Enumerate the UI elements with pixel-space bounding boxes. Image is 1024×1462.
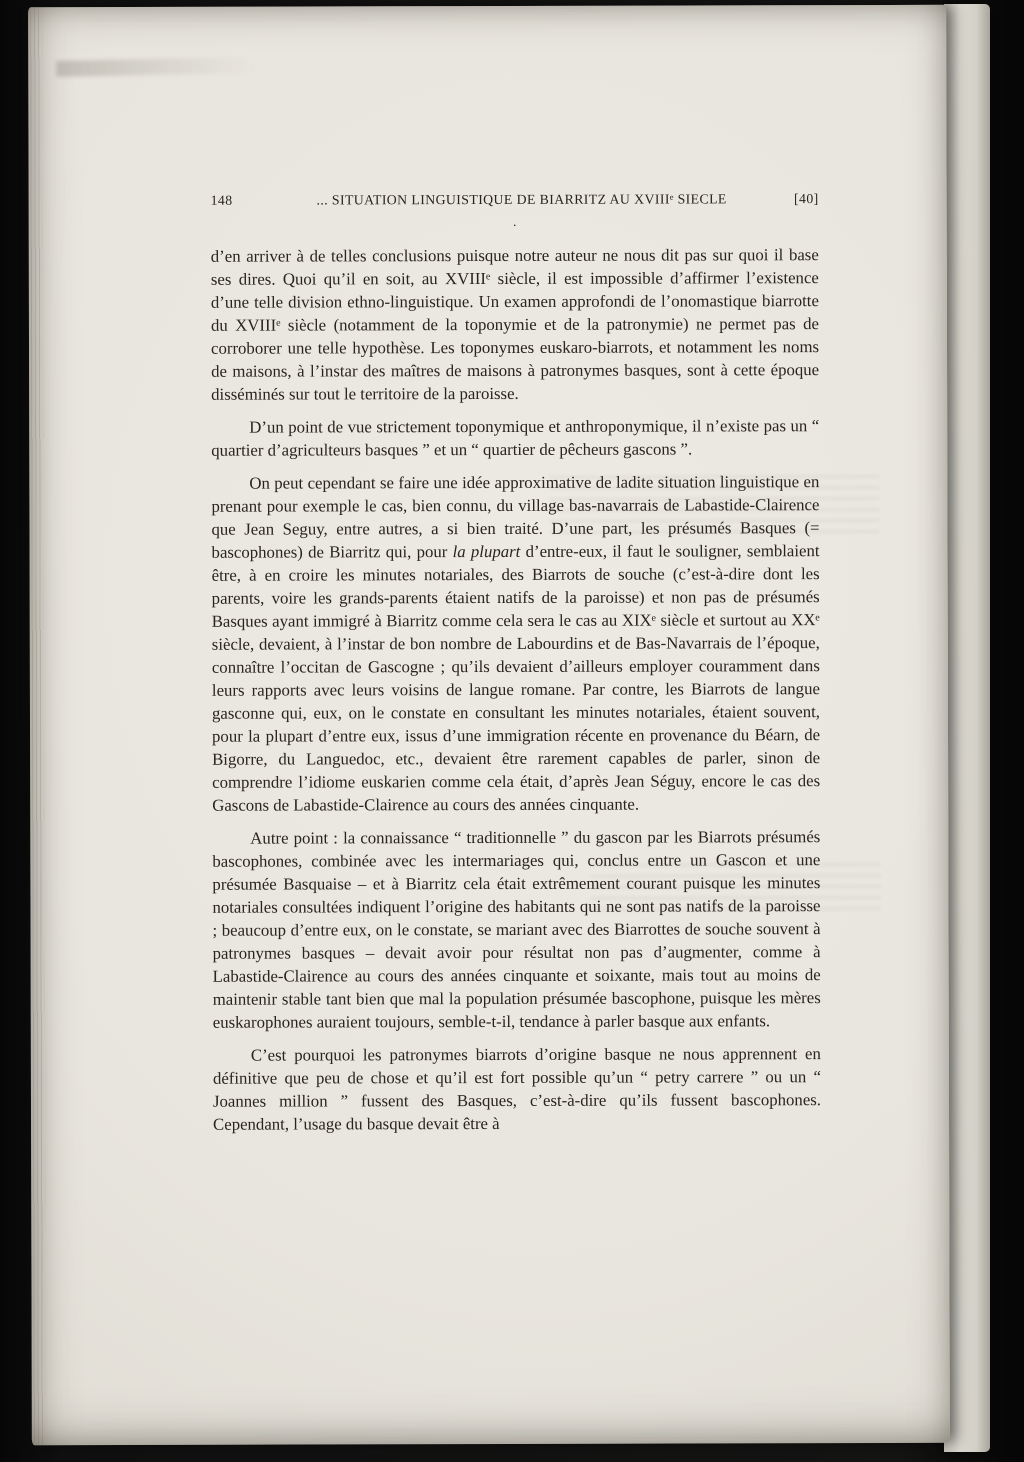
page-content [211, 191, 821, 1136]
bracket-ref: [40] [794, 191, 819, 207]
italic-run: la plupart [452, 541, 521, 562]
paragraph [211, 243, 819, 406]
book-page [28, 5, 950, 1445]
running-title: ... SITUATION LINGUISTIQUE DE BIARRITZ AU XVIIIᵉ SIECLE [316, 191, 727, 208]
header-dot: . [513, 213, 517, 229]
bleedthrough-smudge [56, 57, 256, 77]
page-stack-edge [30, 7, 46, 1445]
paragraph [212, 825, 821, 1034]
page-header [211, 191, 819, 209]
text-block [211, 243, 821, 1136]
text-run: d’entre-eux, il faut le souligner, semblaient être, à en croire les minutes notariales, des Biarrots de souche (c’est-à-dire dont les parents, voire les grands-parents étaient natifs de la paroisse) et non pas de présumés Basques ayant immigré à Biarritz comme cela sera le cas au XIXᵉ siècle et surtout au XXᵉ siècle, devaient, à l’instar de bon nombre de Labourdins et de Bas-Navarrais de l’époque, connaître l’occitan de Gascogne ; qu’ils devaient d’ailleurs employer couramment dans leurs rapports avec leurs voisins de langue romane. Par contre, les Biarrots de langue gasconne qui, eux, on le constate en consultant les minutes notariales, étaient souvent, pour la plupart d’entre eux, issus d’une immigration récente en provenance du Béarn, de Bigorre, du Languedoc, etc., devaient être rarement capables de parler, sinon de comprendre l’idiome euskarien comme cela était, d’après Jean Séguy, encore le cas des Gascons de Labastide-Clairence au cours des années cinquante. [211, 541, 821, 815]
paragraph [211, 470, 820, 817]
text-run: C’est pourquoi les patronymes biarrots d’origine basque ne nous apprennent en définitive que peu de chose et qu’il est fort possible qu’un “ petry carrere ” ou un “ Joannes million ” fussent des Basques, c’est-à-dire qu’ils fussent bascophones. Cependant, l’usage du basque devait être à [212, 1044, 822, 1134]
paragraph [213, 1042, 821, 1136]
facing-page-edge [944, 4, 990, 1452]
text-run: D’un point de vue strictement toponymique et anthroponymique, il n’existe pas un “ quartier d’agriculteurs basques ” et un “ quartier de pêcheurs gascons ”. [211, 416, 820, 460]
text-run: d’en arriver à de telles conclusions puisque notre auteur ne nous dit pas sur quoi il base ses dires. Quoi qu’il en soit, au XVIIIᵉ siècle, il est impossible d’affirmer l’existence d’une telle division ethno-linguistique. Un examen approfondi de l’onomastique biarrotte du XVIIIᵉ siècle (notamment de la toponymie et de la patronymie) ne permet pas de corroborer une telle hypothèse. Les toponymes euskaro-biarrots, et notamment les noms de maisons, à l’instar des maîtres de maisons à patronymes basques, sont à cette époque disséminés sur tout le territoire de la paroisse. [210, 245, 820, 404]
text-run: On peut cependant se faire une idée approximative de ladite situation linguistique en prenant pour exemple le cas, bien connu, du village bas-navarrais de Labastide-Clairence que Jean Seguy, entre autres, a si bien traité. D’une part, les présumés Basques (= bascophones) de Biarritz qui, pour [211, 472, 820, 562]
text-run: Autre point : la connaissance “ traditionnelle ” du gascon par les Biarrots présumés bascophones, combinée avec les intermariages qui, conclus entre un Gascon et une présumée Basquaise – et à Biarritz cela était extrêmement courant puisque les minutes notariales consultées indiquent l’origine des habitants qui ne sont pas natifs de la paroisse ; beaucoup d’entre eux, on le constate, se mariant avec des Biarrottes de souche souvent à patronymes basques – devait avoir pour résultat non pas d’augmenter, comme à Labastide-Clairence au cours des années cinquante et soixante, mais tout au moins de maintenir stable tant bien que mal la population présumée bascophone, puisque les mères euskarophones auraient toujours, semble-t-il, tendance à parler basque aux enfants. [212, 827, 821, 1032]
page-number: 148 [210, 192, 233, 208]
paragraph [211, 414, 819, 462]
